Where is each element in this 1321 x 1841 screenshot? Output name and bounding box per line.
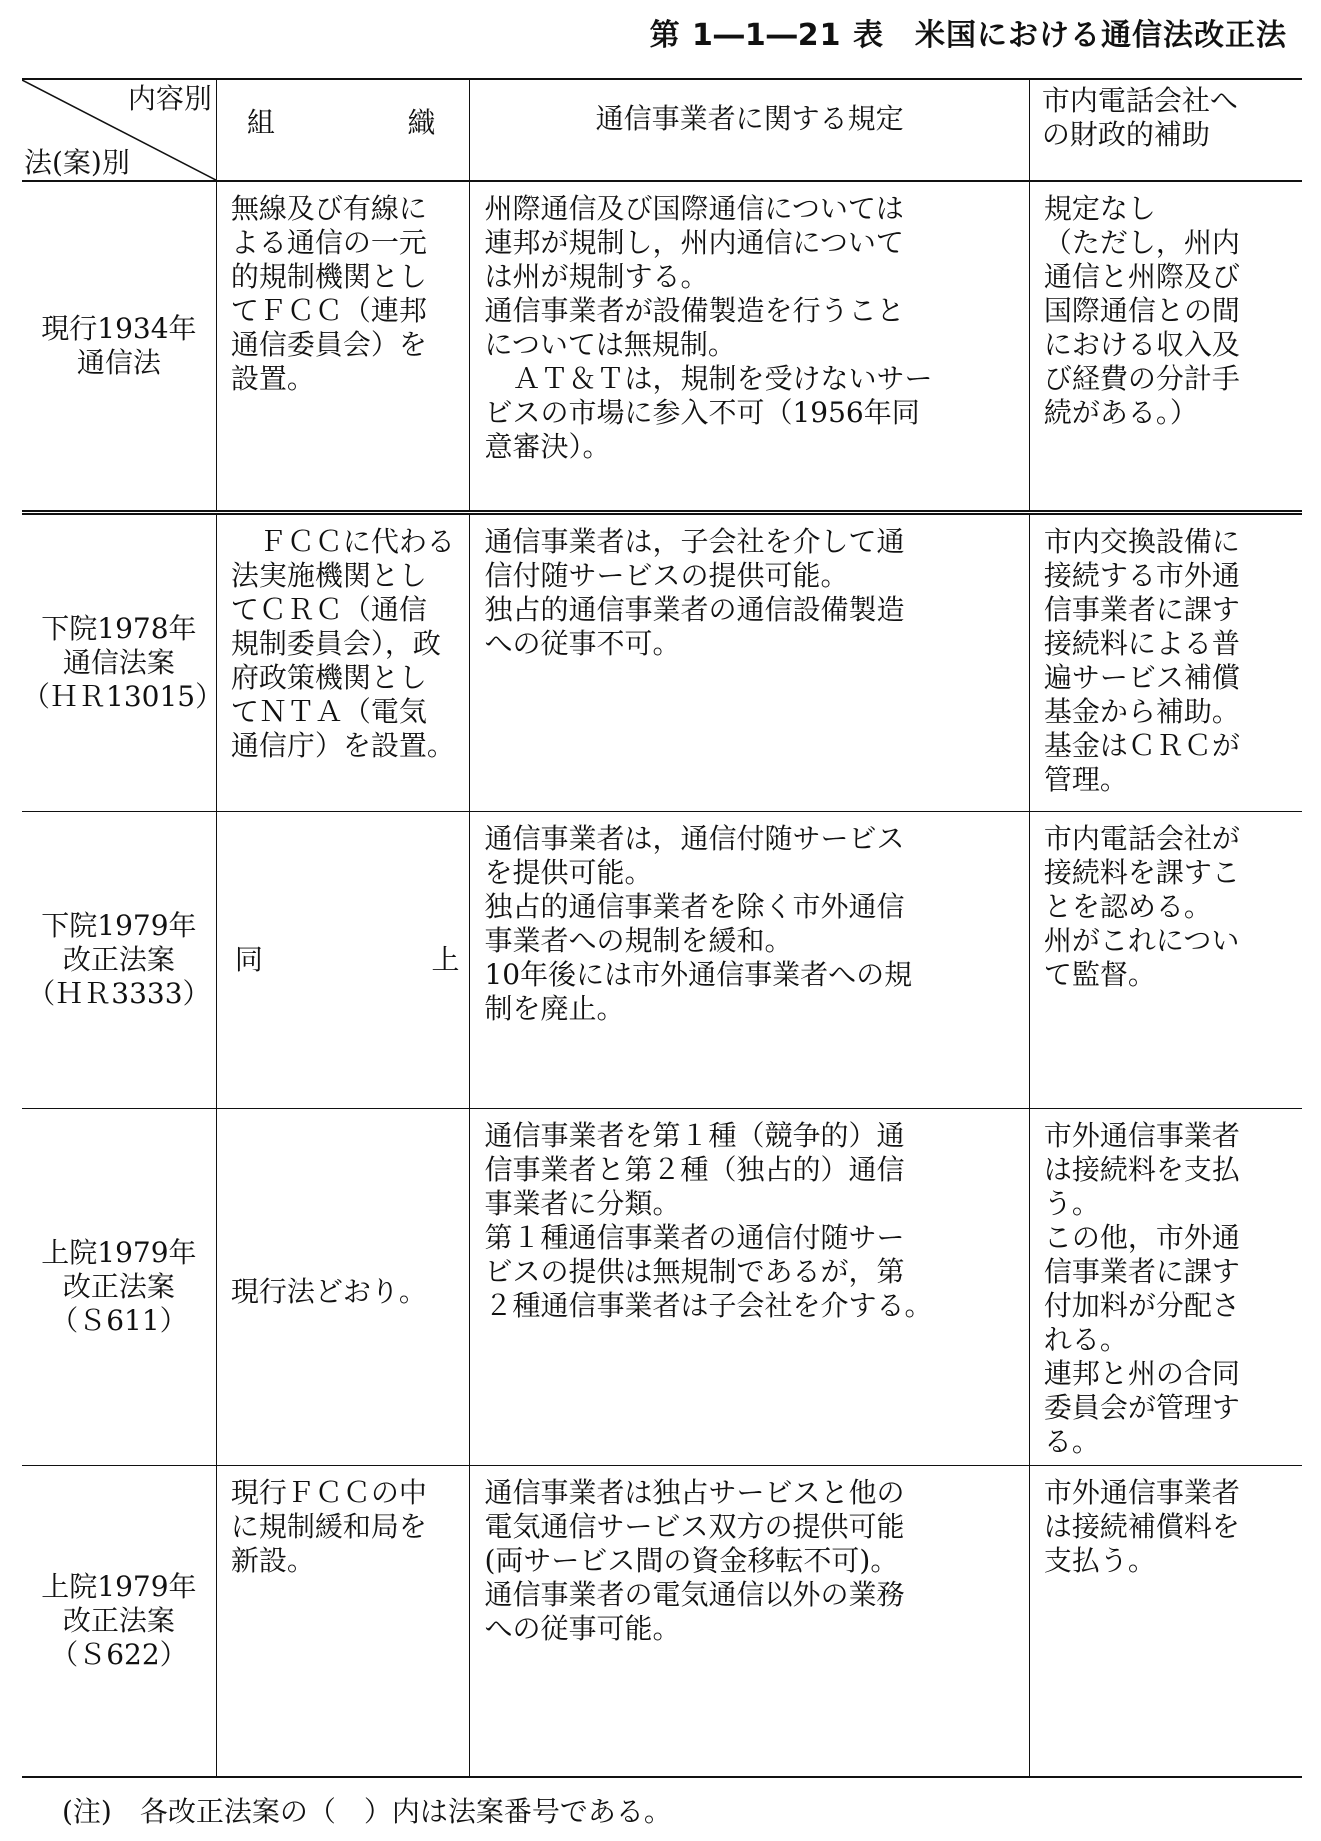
- header-organization: [216, 79, 470, 181]
- regulation-cell: 州際通信及び国際通信については 連邦が規制し，州内通信について は州が規制する。 通信事業者が設備製造を行うこと については無規制。 ＡＴ＆Ｔは，規制を受けないサー ビスの市場に参入不可（1956年同 意審決）。: [470, 181, 1029, 513]
- table-row: [22, 1466, 1302, 1778]
- footnote: (注) 各改正法案の（ ）内は法案番号である。: [62, 1795, 672, 1828]
- finance-cell: 市外通信事業者 は接続補償料を 支払う。: [1029, 1466, 1302, 1778]
- regulation-cell: 通信事業者を第１種（競争的）通 信事業者と第２種（独占的）通信 事業者に分類。 第１種通信事業者の通信付随サー ビスの提供は無規制であるが，第 ２種通信事業者は子会社を介する。: [470, 1109, 1029, 1466]
- regulation-cell: 通信事業者は，通信付随サービス を提供可能。 独占的通信事業者を除く市外通信 事業者への規制を緩和。 10年後には市外通信事業者への規 制を廃止。: [470, 812, 1029, 1109]
- header-finance: 市内電話会社へ の財政的補助: [1029, 79, 1302, 181]
- finance-cell: 市内交換設備に 接続する市外通 信事業者に課す 接続料による普 遍サービス補償 基金から補助。 基金はＣＲＣが 管理。: [1029, 513, 1302, 812]
- finance-cell: 市内電話会社が 接続料を課すこ とを認める。 州がこれについ て監督。: [1029, 812, 1302, 1109]
- table-row: [22, 1109, 1302, 1466]
- regulation-cell: 通信事業者は，子会社を介して通 信付随サービスの提供可能。 独占的通信事業者の通信設備製造 への従事不可。: [470, 513, 1029, 812]
- header-law-label: 法(案)別: [24, 146, 130, 179]
- table-row: [22, 513, 1302, 812]
- organization-cell: 現行法どおり。: [216, 1109, 470, 1466]
- header-content-label: 内容別: [127, 82, 212, 115]
- table-row: [22, 181, 1302, 513]
- header-row: [22, 79, 1302, 181]
- same-as-above-char2: 上: [431, 943, 460, 976]
- header-organization-char2: 織: [407, 106, 436, 139]
- table-title: 第 1―1―21 表 米国における通信法改正法: [649, 18, 1287, 53]
- law-cell: 下院1978年 通信法案 （ＨＲ13015）: [22, 513, 216, 812]
- organization-cell: 無線及び有線に よる通信の一元 的規制機関とし てＦＣＣ（連邦 通信委員会）を 設置。: [216, 181, 470, 513]
- law-cell: 下院1979年 改正法案 （ＨＲ3333）: [22, 812, 216, 1109]
- organization-cell: ＦＣＣに代わる 法実施機関とし てＣＲＣ（通信 規制委員会），政 府政策機関とし てＮＴＡ（電気 通信庁）を設置。: [216, 513, 470, 812]
- law-revision-table: [22, 78, 1302, 1778]
- law-cell: 現行1934年 通信法: [41, 312, 197, 379]
- organization-cell: 現行ＦＣＣの中 に規制緩和局を 新設。: [216, 1466, 470, 1778]
- finance-cell: 市外通信事業者 は接続料を支払 う。 この他，市外通 信事業者に課す 付加料が分配さ れる。 連邦と州の合同 委員会が管理す る。: [1029, 1109, 1302, 1466]
- regulation-cell: 通信事業者は独占サービスと他の 電気通信サービス双方の提供可能 (両サービス間の資金移転不可)。 通信事業者の電気通信以外の業務 への従事可能。: [470, 1466, 1029, 1778]
- table-row: [22, 812, 1302, 1109]
- header-regulation: 通信事業者に関する規定: [470, 79, 1029, 181]
- finance-cell: 規定なし （ただし，州内 通信と州際及び 国際通信との間 における収入及 び経費の分計手 続がある。）: [1029, 181, 1302, 513]
- diagonal-header-cell: [22, 79, 216, 181]
- law-cell: 上院1979年 改正法案 （Ｓ611）: [22, 1109, 216, 1466]
- header-organization-char1: 組: [246, 106, 275, 139]
- organization-cell: [216, 812, 470, 1109]
- same-as-above-char1: 同: [234, 943, 263, 976]
- law-cell: 上院1979年 改正法案 （Ｓ622）: [22, 1466, 216, 1778]
